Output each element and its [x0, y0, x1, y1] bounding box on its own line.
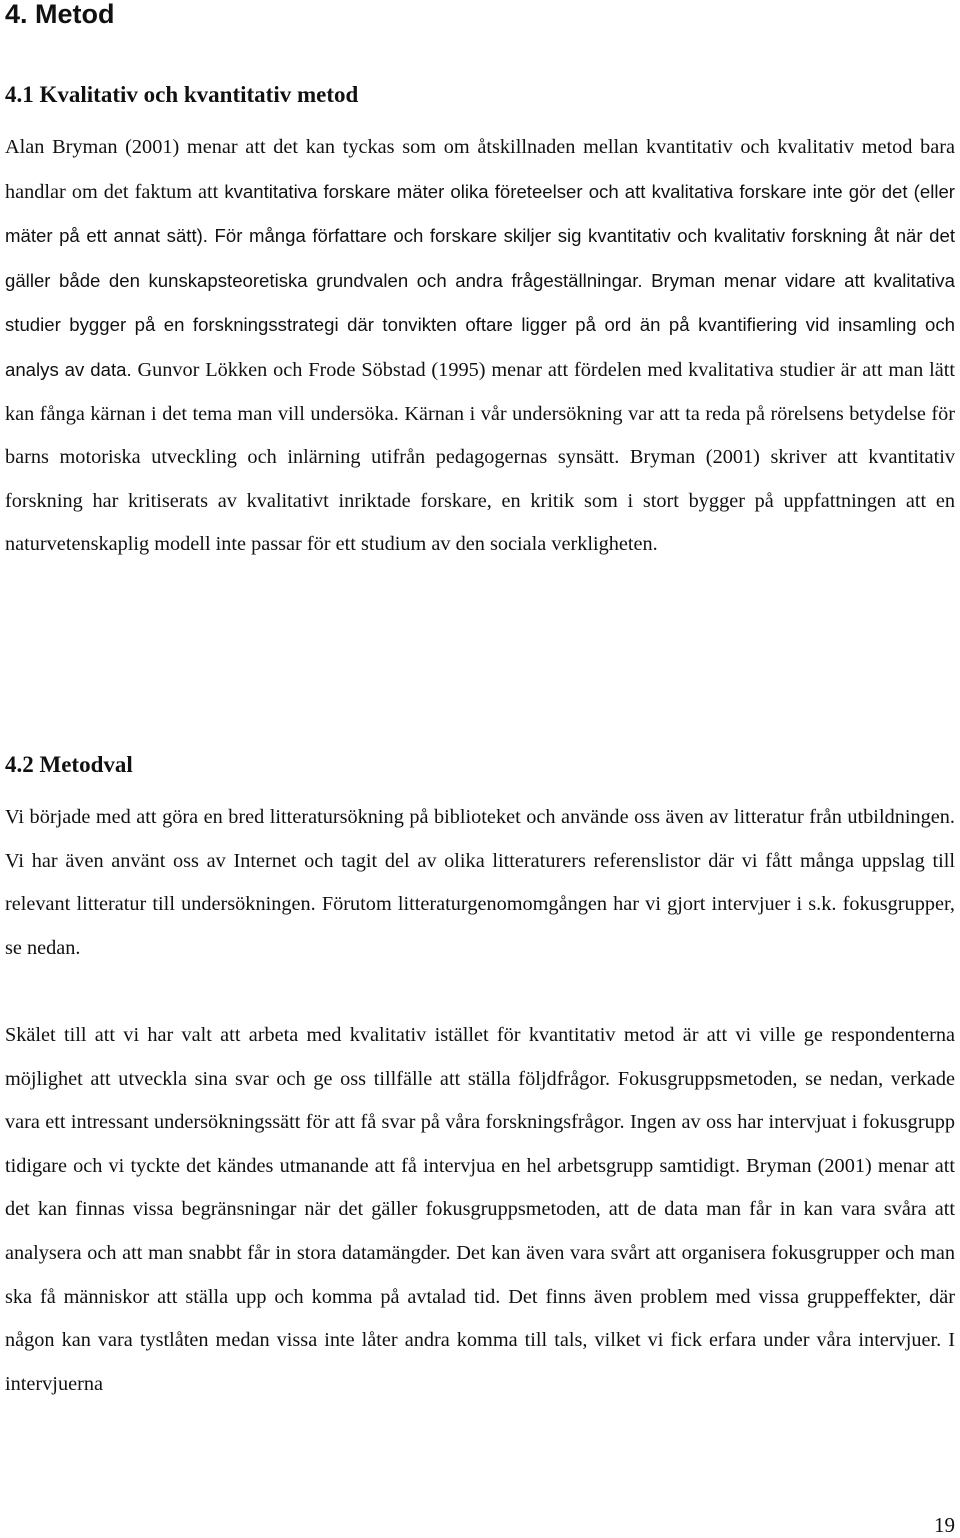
paragraph-litteratursokning: Vi började med att göra en bred litteratursökning på biblioteket och använde oss även av litteratur från utbildningen. Vi har även använt oss av Internet och tagit del av olika litteraturers referenslistor där vi fått många uppslag till relevant litteratur till undersökningen. Förutom litteraturgenomomgången har vi gjort intervjuer i s.k. fokusgrupper, se nedan.: [5, 806, 955, 959]
page-number: 19: [934, 1513, 955, 1537]
paragraph-kvalitativ-kvantitativ: [5, 126, 955, 567]
section-heading-4-1: 4.1 Kvalitativ och kvantitativ metod: [5, 82, 359, 107]
section-heading-4-2: 4.2 Metodval: [5, 752, 133, 777]
paragraph-rest-text: Gunvor Lökken och Frode Söbstad (1995) menar att fördelen med kvalitativa studier är att man lätt kan fånga kärnan i det tema man vill undersöka. Kärnan i vår undersökning var att ta reda på rörelsens betydelse för barns motoriska utveckling och inlärning utifrån pedagogernas synsätt. Bryman (2001) skriver att kvantitativ forskning har kritiserats av kvalitativt inriktade forskare, en kritik som i stort bygger på uppfattningen att en naturvetenskaplig modell inte passar för ett studium av den sociala verkligheten.: [5, 358, 955, 556]
paragraph-metodval-motivering: Skälet till att vi har valt att arbeta med kvalitativ istället för kvantitativ metod är att vi ville ge respondenterna möjlighet att utveckla sina svar och ge oss tillfälle att ställa följdfrågor. Fokusgruppsmetoden, se nedan, verkade vara ett intressant undersökningssätt för att få svar på våra forskningsfrågor. Ingen av oss har intervjuat i fokusgrupp tidigare och vi tyckte det kändes utmanande att få intervjua en hel arbetsgrupp samtidigt. Bryman (2001) menar att det kan finnas vissa begränsningar när det gäller fokusgruppsmetoden, att de data man får in kan vara svåra att analysera och att man snabbt får in stora datamängder. Det kan även vara svårt att organisera fokusgrupper och man ska få människor att ställa upp och komma på avtalad tid. Det finns även problem med vissa gruppeffekter, där någon kan vara tystlåten medan vissa inte låter andra komma till tals, vilket vi fick erfara under våra intervjuer. I intervjuerna: [5, 1024, 955, 1395]
paragraph-lead-text: Alan Bryman (2001) menar att det kan tyckas som om åtskillnaden mellan kvantitativ och kvalitativ metod bara handlar om det faktum att: [5, 136, 955, 203]
paragraph-sans-text: kvantitativa forskare mäter olika företeelser och att kvalitativa forskare inte gör det (eller mäter på ett annat sätt). För många författare och forskare skiljer sig kvantitativ och kvalitativ forskning åt när det gäller både den kunskapsteoretiska grundvalen och andra frågeställningar. Bryman menar vidare att kvalitativa studier bygger på en forskningsstrategi där tonvikten oftare ligger på ord än på kvantifiering vid insamling och analys av data.: [5, 180, 955, 380]
chapter-title: 4. Metod: [5, 0, 115, 29]
